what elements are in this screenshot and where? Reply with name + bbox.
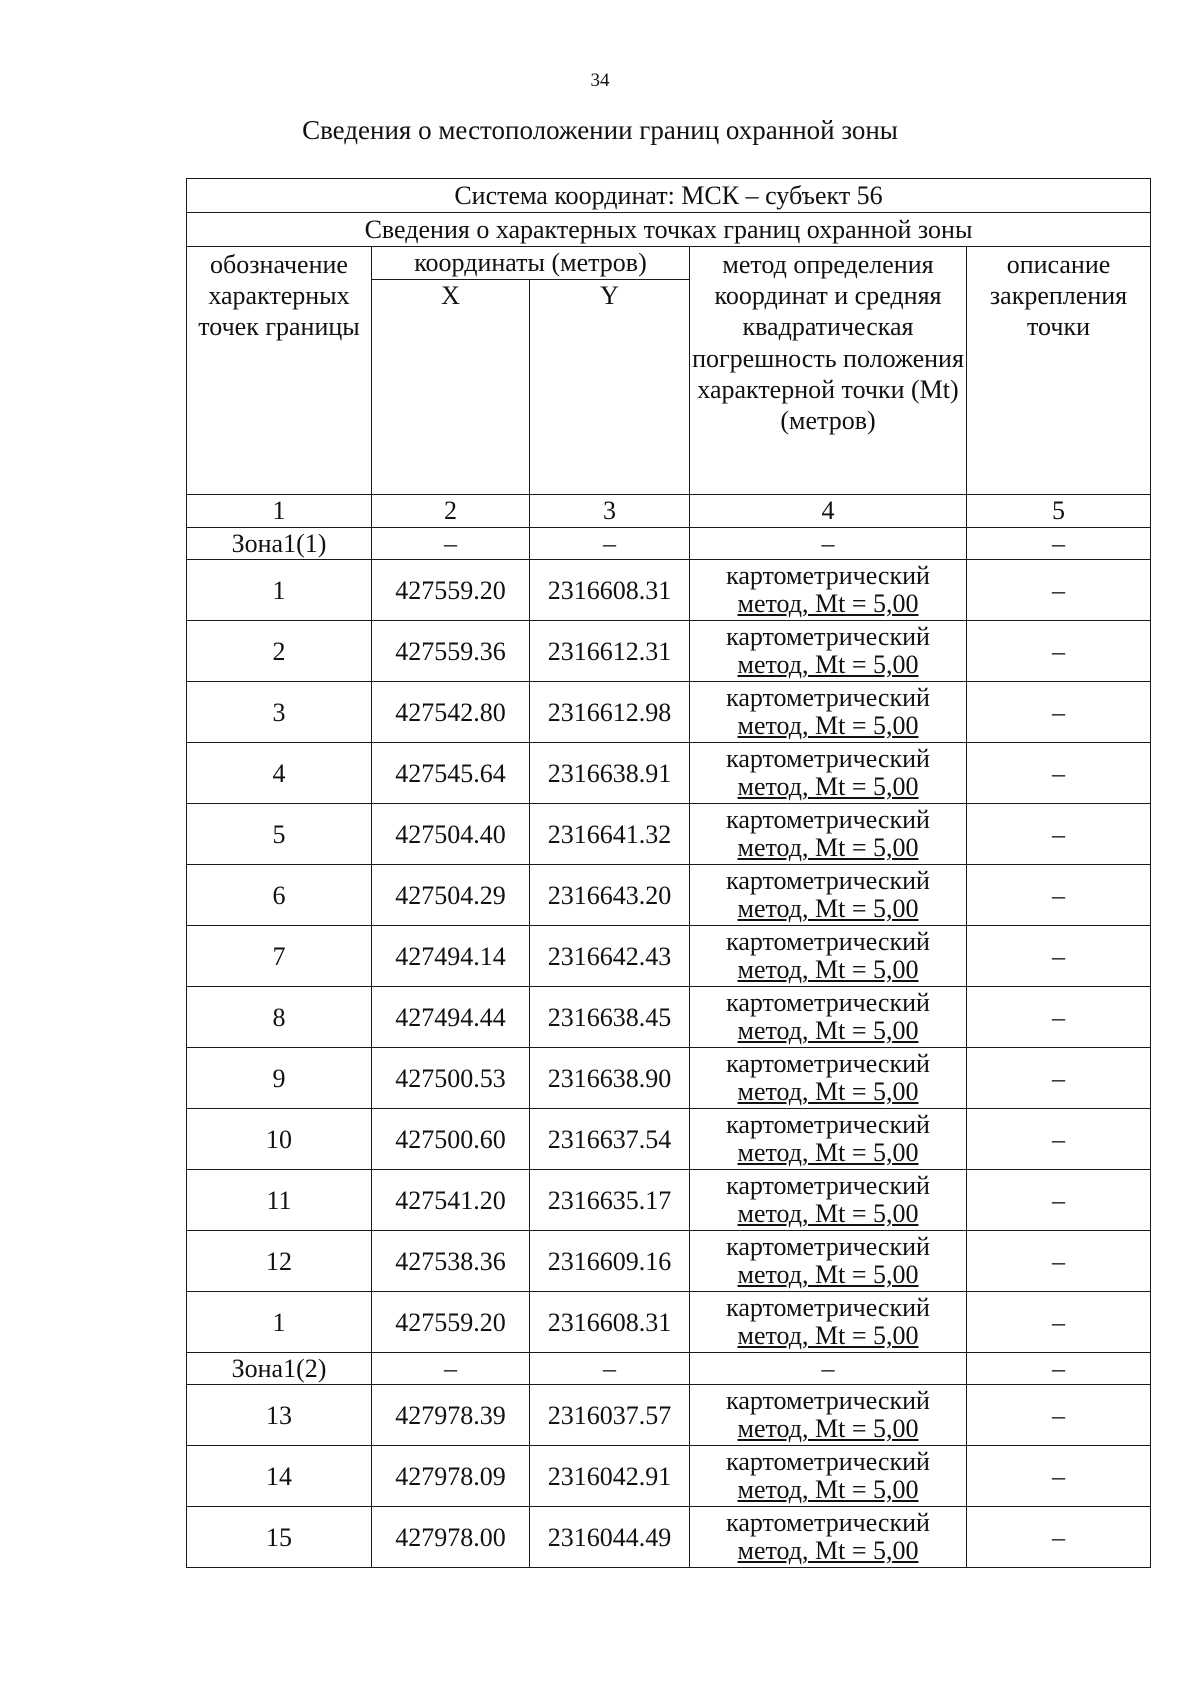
header-description: описание закрепления точки [967,247,1151,495]
dash-cell: – [967,528,1151,560]
method-line-1: картометрический [726,1171,930,1201]
point-number: 5 [187,804,372,865]
point-method [690,987,967,1048]
coordinate-system-label: Система координат: МСК – субъект 56 [187,179,1151,213]
point-x: 427559.20 [372,1292,530,1353]
coordinates-table [186,178,1151,1568]
point-description: – [967,1231,1151,1292]
point-method [690,560,967,621]
method-line-1: картометрический [726,866,930,896]
point-number: 1 [187,560,372,621]
table-row [187,621,1151,682]
point-x: 427500.60 [372,1109,530,1170]
point-description: – [967,560,1151,621]
point-description: – [967,926,1151,987]
point-x: 427545.64 [372,743,530,804]
method-line-2: метод, Mt = 5,00 [737,1138,919,1168]
dash-cell: – [530,1353,690,1385]
point-description: – [967,1446,1151,1507]
point-x: 427978.39 [372,1385,530,1446]
header-designation: обозначение характерных точек границы [187,247,372,495]
point-x: 427559.20 [372,560,530,621]
coordinate-system-row [187,179,1151,213]
method-line-1: картометрический [726,988,930,1018]
point-y: 2316612.98 [530,682,690,743]
method-line-2: метод, Mt = 5,00 [737,711,919,741]
zone-row [187,1353,1151,1385]
point-x: 427538.36 [372,1231,530,1292]
table-row [187,682,1151,743]
table-row [187,743,1151,804]
point-y: 2316638.90 [530,1048,690,1109]
point-x: 427978.00 [372,1507,530,1568]
point-description: – [967,987,1151,1048]
point-x: 427504.40 [372,804,530,865]
point-number: 10 [187,1109,372,1170]
point-method [690,1231,967,1292]
dash-cell: – [372,1353,530,1385]
point-y: 2316609.16 [530,1231,690,1292]
point-description: – [967,865,1151,926]
point-number: 13 [187,1385,372,1446]
dash-cell: – [530,528,690,560]
point-method [690,1507,967,1568]
document-title: Сведения о местоположении границ охранной зоны [302,115,898,145]
method-line-1: картометрический [726,927,930,957]
point-description: – [967,682,1151,743]
point-number: 7 [187,926,372,987]
table-row [187,1231,1151,1292]
point-y: 2316608.31 [530,1292,690,1353]
method-line-2: метод, Mt = 5,00 [737,1077,919,1107]
point-number: 3 [187,682,372,743]
method-line-1: картометрический [726,1293,930,1323]
header-y: Y [530,280,690,495]
table-row [187,804,1151,865]
point-y: 2316638.45 [530,987,690,1048]
method-line-2: метод, Mt = 5,00 [737,955,919,985]
method-line-2: метод, Mt = 5,00 [737,894,919,924]
table-row [187,987,1151,1048]
point-x: 427542.80 [372,682,530,743]
point-description: – [967,1292,1151,1353]
method-line-2: метод, Mt = 5,00 [737,650,919,680]
point-description: – [967,621,1151,682]
column-numbers-row [187,495,1151,528]
method-line-1: картометрический [726,1110,930,1140]
method-line-2: метод, Mt = 5,00 [737,1016,919,1046]
dash-cell: – [690,528,967,560]
dash-cell: – [372,528,530,560]
method-line-2: метод, Mt = 5,00 [737,1414,919,1444]
point-x: 427500.53 [372,1048,530,1109]
point-number: 11 [187,1170,372,1231]
zone-label: Зона1(2) [187,1353,372,1385]
table-row [187,926,1151,987]
point-x: 427504.29 [372,865,530,926]
header-x: X [372,280,530,495]
method-line-1: картометрический [726,561,930,591]
point-y: 2316641.32 [530,804,690,865]
point-description: – [967,1170,1151,1231]
table-row [187,865,1151,926]
column-number: 3 [530,495,690,528]
point-description: – [967,804,1151,865]
point-description: – [967,1507,1151,1568]
point-y: 2316042.91 [530,1446,690,1507]
point-description: – [967,1385,1151,1446]
table-row [187,1170,1151,1231]
method-line-2: метод, Mt = 5,00 [737,833,919,863]
point-method [690,926,967,987]
method-line-2: метод, Mt = 5,00 [737,1475,919,1505]
table-row [187,1507,1151,1568]
column-number: 5 [967,495,1151,528]
point-y: 2316642.43 [530,926,690,987]
point-y: 2316638.91 [530,743,690,804]
point-method [690,621,967,682]
point-number: 12 [187,1231,372,1292]
zone-row [187,528,1151,560]
point-x: 427541.20 [372,1170,530,1231]
table-row [187,1048,1151,1109]
point-y: 2316635.17 [530,1170,690,1231]
point-method [690,1048,967,1109]
dash-cell: – [967,1353,1151,1385]
point-number: 4 [187,743,372,804]
point-method [690,1292,967,1353]
points-info-label: Сведения о характерных точках границ охранной зоны [187,213,1151,247]
method-line-2: метод, Mt = 5,00 [737,1536,919,1566]
point-method [690,1170,967,1231]
point-number: 8 [187,987,372,1048]
table-row [187,560,1151,621]
column-number: 4 [690,495,967,528]
method-line-1: картометрический [726,1508,930,1538]
point-x: 427559.36 [372,621,530,682]
point-x: 427494.44 [372,987,530,1048]
point-description: – [967,1109,1151,1170]
point-y: 2316637.54 [530,1109,690,1170]
table-row [187,1385,1151,1446]
point-method [690,682,967,743]
point-description: – [967,1048,1151,1109]
points-info-row [187,213,1151,247]
point-y: 2316044.49 [530,1507,690,1568]
column-number: 1 [187,495,372,528]
point-y: 2316643.20 [530,865,690,926]
method-line-2: метод, Mt = 5,00 [737,1199,919,1229]
point-number: 1 [187,1292,372,1353]
header-coords: координаты (метров) [372,247,690,280]
method-line-1: картометрический [726,1447,930,1477]
dash-cell: – [690,1353,967,1385]
point-method [690,804,967,865]
table-row [187,1109,1151,1170]
method-line-2: метод, Mt = 5,00 [737,589,919,619]
method-line-2: метод, Mt = 5,00 [737,1260,919,1290]
point-x: 427978.09 [372,1446,530,1507]
header-method: метод определения координат и средняя квадратическая погрешность положения характерной точки (Mt) (метров) [690,247,967,495]
point-y: 2316608.31 [530,560,690,621]
method-line-1: картометрический [726,1386,930,1416]
point-number: 2 [187,621,372,682]
point-method [690,743,967,804]
point-y: 2316037.57 [530,1385,690,1446]
point-number: 6 [187,865,372,926]
point-description: – [967,743,1151,804]
point-method [690,865,967,926]
point-method [690,1446,967,1507]
method-line-2: метод, Mt = 5,00 [737,1321,919,1351]
method-line-1: картометрический [726,683,930,713]
point-x: 427494.14 [372,926,530,987]
table-row [187,1292,1151,1353]
column-number: 2 [372,495,530,528]
point-number: 9 [187,1048,372,1109]
point-y: 2316612.31 [530,621,690,682]
point-method [690,1385,967,1446]
page-number: 34 [590,70,610,91]
point-number: 15 [187,1507,372,1568]
point-method [690,1109,967,1170]
method-line-1: картометрический [726,622,930,652]
zone-label: Зона1(1) [187,528,372,560]
point-number: 14 [187,1446,372,1507]
table-row [187,1446,1151,1507]
method-line-2: метод, Mt = 5,00 [737,772,919,802]
method-line-1: картометрический [726,744,930,774]
method-line-1: картометрический [726,805,930,835]
method-line-1: картометрический [726,1049,930,1079]
header-row [187,247,1151,280]
method-line-1: картометрический [726,1232,930,1262]
